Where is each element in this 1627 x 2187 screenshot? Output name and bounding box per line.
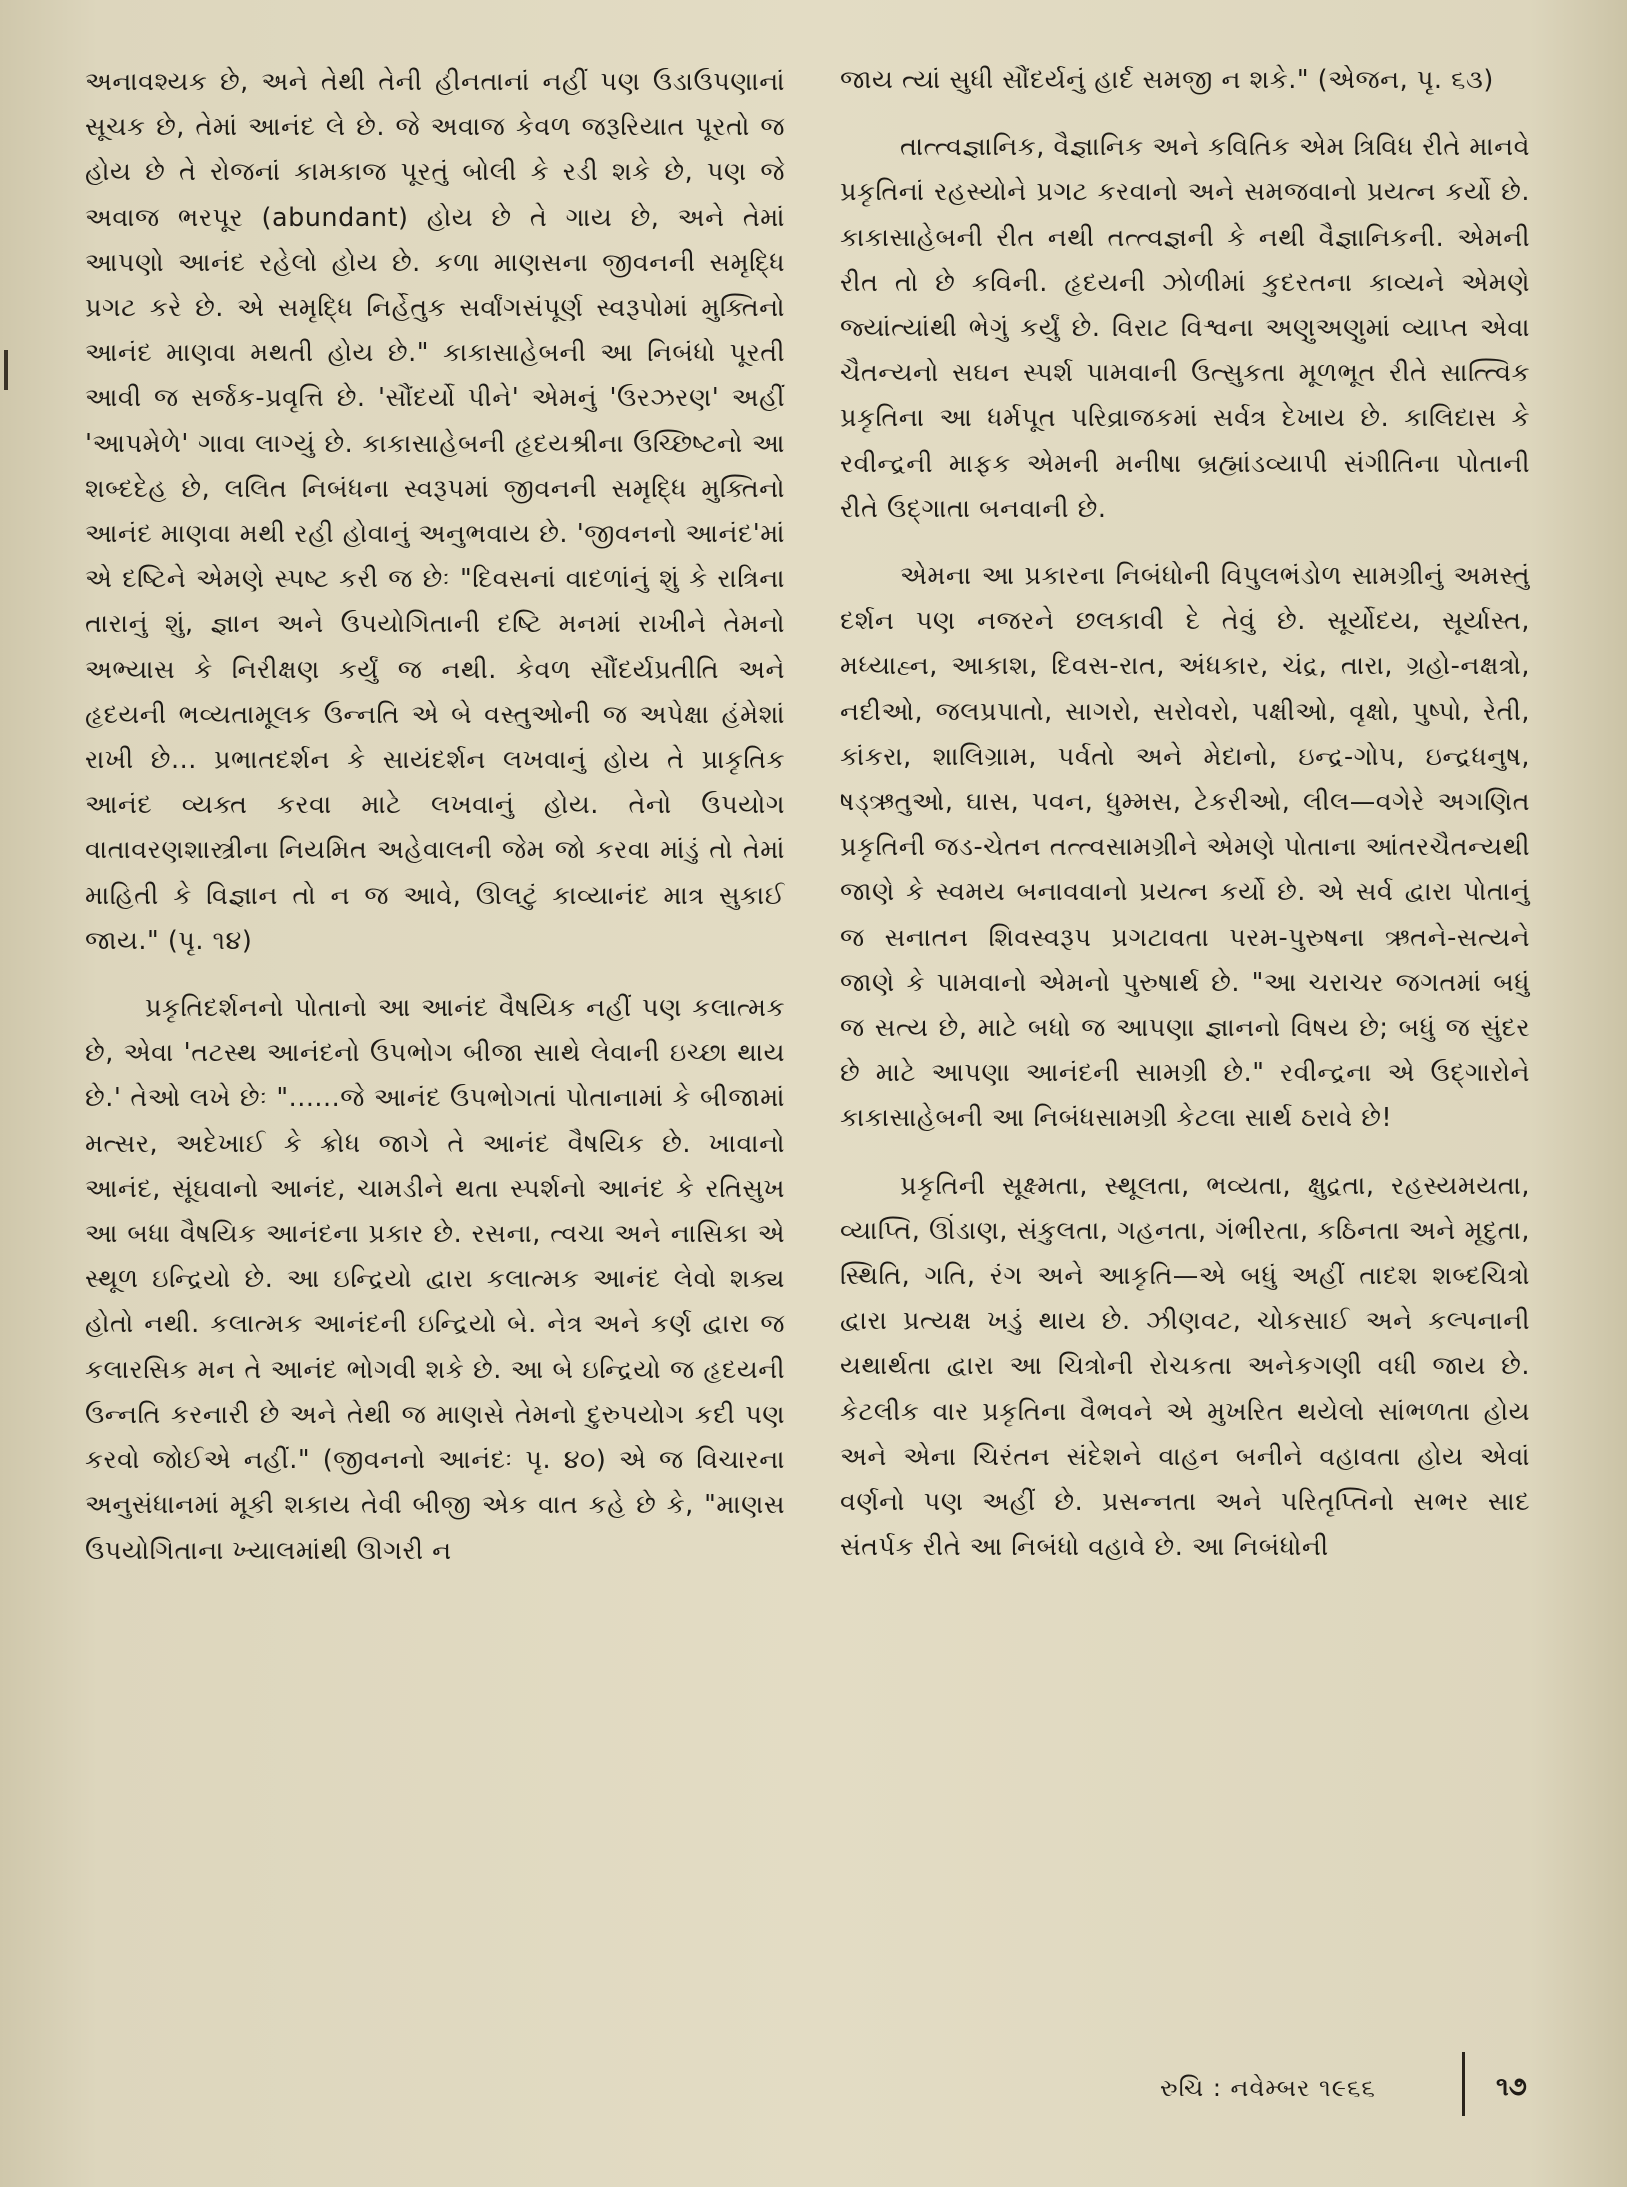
left-paragraph-2: પ્રકૃતિદર્શનનો પોતાનો આ આનંદ વૈષયિક નહીં પણ કલાત્મક છે, એવા 'તટસ્થ આનંદનો ઉપભોગ બીજા સાથે લેવાની ઇચ્છા થાય છે.' તેઓ લખે છેઃ "......જે આનંદ ઉપભોગતાં પોતાનામાં કે બીજામાં મત્સર, અદેખાઈ કે ક્રોધ જાગે તે આનંદ વૈષયિક છે. ખાવાનો આનંદ, સૂંઘવાનો આનંદ, ચામડીને થતા સ્પર્શનો આનંદ કે રતિસુખ આ બધા વૈષયિક આનંદના પ્રકાર છે. રસના, ત્વચા અને નાસિકા એ સ્થૂળ ઇન્દ્રિયો છે. આ ઇન્દ્રિયો દ્વારા કલાત્મક આનંદ લેવો શક્ય હોતો નથી. કલાત્મક આનંદની ઇન્દ્રિયો બે. નેત્ર અને કર્ણ દ્વારા જ કલારસિક મન તે આનંદ ભોગવી શકે છે. આ બે ઇન્દ્રિયો જ હૃદયની ઉન્નતિ કરનારી છે અને તેથી જ માણસે તેમનો દુરુપયોગ કદી પણ કરવો જોઈએ નહીં." (જીવનનો આનંદઃ પૃ. ૪૦) એ જ વિચારના અનુસંધાનમાં મૂકી શકાય તેવી બીજી એક વાત કહે છે કે, "માણસ ઉપયોગિતાના ખ્યાલમાંથી ઊગરી ન: [85, 993, 785, 1566]
page-number: ૧૭: [1496, 2072, 1527, 2102]
left-paragraph-1: અનાવશ્યક છે, અને તેથી તેની હીનતાનાં નહીં પણ ઉડાઉપણાનાં સૂચક છે, તેમાં આનંદ લે છે. જે અવાજ કેવળ જરૂરિયાત પૂરતો જ હોય છે તે રોજનાં કામકાજ પૂરતું બોલી કે રડી શકે છે, પણ જે અવાજ ભરપૂર (abundant) હોય છે તે ગાય છે, અને તેમાં આપણો આનંદ રહેલો હોય છે. કળા માણસના જીવનની સમૃદ્ધિ પ્રગટ કરે છે. એ સમૃદ્ધિ નિર્હેતુક સર્વાંગસંપૂર્ણ સ્વરૂપોમાં મુક્તિનો આનંદ માણવા મથતી હોય છે." કાકાસાહેબની આ નિબંધો પૂરતી આવી જ સર્જક-પ્રવૃત્તિ છે. 'સૌંદર્યો પીને' એમનું 'ઉરઝરણ' અહીં 'આપમેળે' ગાવા લાગ્યું છે. કાકાસાહેબની હૃદયશ્રીના ઉચ્છિષ્ટનો આ શબ્દદેહ છે, લલિત નિબંધના સ્વરૂપમાં જીવનની સમૃદ્ધિ મુક્તિનો આનંદ માણવા મથી રહી હોવાનું અનુભવાય છે. 'જીવનનો આનંદ'માં એ દષ્ટિને એમણે સ્પષ્ટ કરી જ છેઃ "દિવસનાં વાદળાંનું શું કે રાત્રિના તારાનું શું, જ્ઞાન અને ઉપયોગિતાની દષ્ટિ મનમાં રાખીને તેમનો અભ્યાસ કે નિરીક્ષણ કર્યું જ નથી. કેવળ સૌંદર્યપ્રતીતિ અને હૃદયની ભવ્યતામૂલક ઉન્નતિ એ બે વસ્તુઓની જ અપેક્ષા હંમેશાં રાખી છે... પ્રભાતદર્શન કે સાયંદર્શન લખવાનું હોય તે પ્રાકૃતિક આનંદ વ્યક્ત કરવા માટે લખવાનું હોય. તેનો ઉપયોગ વાતાવરણશાસ્ત્રીના નિયમિત અહેવાલની જેમ જો કરવા માંડું તો તેમાં માહિતી કે વિજ્ઞાન તો ન જ આવે, ઊલટું કાવ્યાનંદ માત્ર સુકાઈ જાય." (પૃ. ૧૪): [85, 67, 785, 956]
right-paragraph-3: એમના આ પ્રકારના નિબંધોની વિપુલભંડોળ સામગ્રીનું અમસ્તું દર્શન પણ નજરને છલકાવી દે તેવું છે. સૂર્યોદય, સૂર્યાસ્ત, મધ્યાહ્ન, આકાશ, દિવસ-રાત, અંધકાર, ચંદ્ર, તારા, ગ્રહો-નક્ષત્રો, નદીઓ, જલપ્રપાતો, સાગરો, સરોવરો, પક્ષીઓ, વૃક્ષો, પુષ્પો, રેતી, કાંકરા, શાલિગ્રામ, પર્વતો અને મેદાનો, ઇન્દ્ર-ગોપ, ઇન્દ્રધનુષ, ષડ્ઋતુઓ, ઘાસ, પવન, ધુમ્મસ, ટેકરીઓ, લીલ—વગેરે અગણિત પ્રકૃતિની જડ-ચેતન તત્ત્વસામગ્રીને એમણે પોતાના આંતરચૈતન્યથી જાણે કે સ્વમય બનાવવાનો પ્રયત્ન કર્યો છે. એ સર્વ દ્વારા પોતાનું જ સનાતન શિવસ્વરૂપ પ્રગટાવતા પરમ-પુરુષના ઋતને-સત્યને જાણે કે પામવાનો એમનો પુરુષાર્થ છે. "આ ચરાચર જગતમાં બધું જ સત્ય છે, માટે બધો જ આપણા જ્ઞાનનો વિષય છે; બધું જ સુંદર છે માટે આપણા આનંદની સામગ્રી છે." રવીન્દ્રના એ ઉદ્ગારોને કાકાસાહેબની આ નિબંધસામગ્રી કેટલા સાર્થ ઠરાવે છે!: [840, 561, 1530, 1134]
right-paragraph-1: જાય ત્યાં સુધી સૌંદર્યનું હાર્દ સમજી ન શકે." (એજન, પૃ. ૬૩): [840, 65, 1494, 95]
journal-name: રુચિ : નવેમ્બર ૧૯૬૬: [1160, 2074, 1376, 2102]
margin-mark: [4, 350, 8, 390]
page-footer: [1140, 2052, 1560, 2122]
footer-divider: [1462, 2052, 1465, 2116]
left-column: [85, 60, 785, 1574]
right-paragraph-2: તાત્ત્વજ્ઞાનિક, વૈજ્ઞાનિક અને કવિતિક એમ ત્રિવિધ રીતે માનવે પ્રકૃતિનાં રહસ્યોને પ્રગટ કરવાનો અને સમજવાનો પ્રયત્ન કર્યો છે. કાકાસાહેબની રીત નથી તત્ત્વજ્ઞની કે નથી વૈજ્ઞાનિકની. એમની રીત તો છે કવિની. હૃદયની ઝોળીમાં કુદરતના કાવ્યને એમણે જ્યાંત્યાંથી ભેગું કર્યું છે. વિરાટ વિશ્વના અણુઅણુમાં વ્યાપ્ત એવા ચૈતન્યનો સઘન સ્પર્શ પામવાની ઉત્સુકતા મૂળભૂત રીતે સાત્ત્વિક પ્રકૃતિના આ ધર્મપૂત પરિવ્રાજકમાં સર્વત્ર દેખાય છે. કાલિદાસ કે રવીન્દ્રની માફક એમની મનીષા બ્રહ્માંડવ્યાપી સંગીતિના પોતાની રીતે ઉદ્ગાતા બનવાની છે.: [840, 132, 1530, 524]
right-column: [840, 58, 1530, 1571]
right-paragraph-4: પ્રકૃતિની સૂક્ષ્મતા, સ્થૂલતા, ભવ્યતા, ક્ષુદ્રતા, રહસ્યમયતા, વ્યાપ્તિ, ઊંડાણ, સંકુલતા, ગહનતા, ગંભીરતા, કઠિનતા અને મૃદુતા, સ્થિતિ, ગતિ, રંગ અને આકૃતિ—એ બધું અહીં તાદશ શબ્દચિત્રો દ્વારા પ્રત્યક્ષ ખડું થાય છે. ઝીણવટ, ચોકસાઈ અને કલ્પનાની યથાર્થતા દ્વારા આ ચિત્રોની રોચકતા અનેકગણી વધી જાય છે. કેટલીક વાર પ્રકૃતિના વૈભવને એ મુખરિત થયેલો સાંભળતા હોય અને એના ચિરંતન સંદેશને વાહન બનીને વહાવતા હોય એવાં વર્ણનો પણ અહીં છે. પ્રસન્નતા અને પરિતૃપ્તિનો સભર સાદ સંતર્પક રીતે આ નિબંધો વહાવે છે. આ નિબંધોની: [840, 1170, 1530, 1563]
